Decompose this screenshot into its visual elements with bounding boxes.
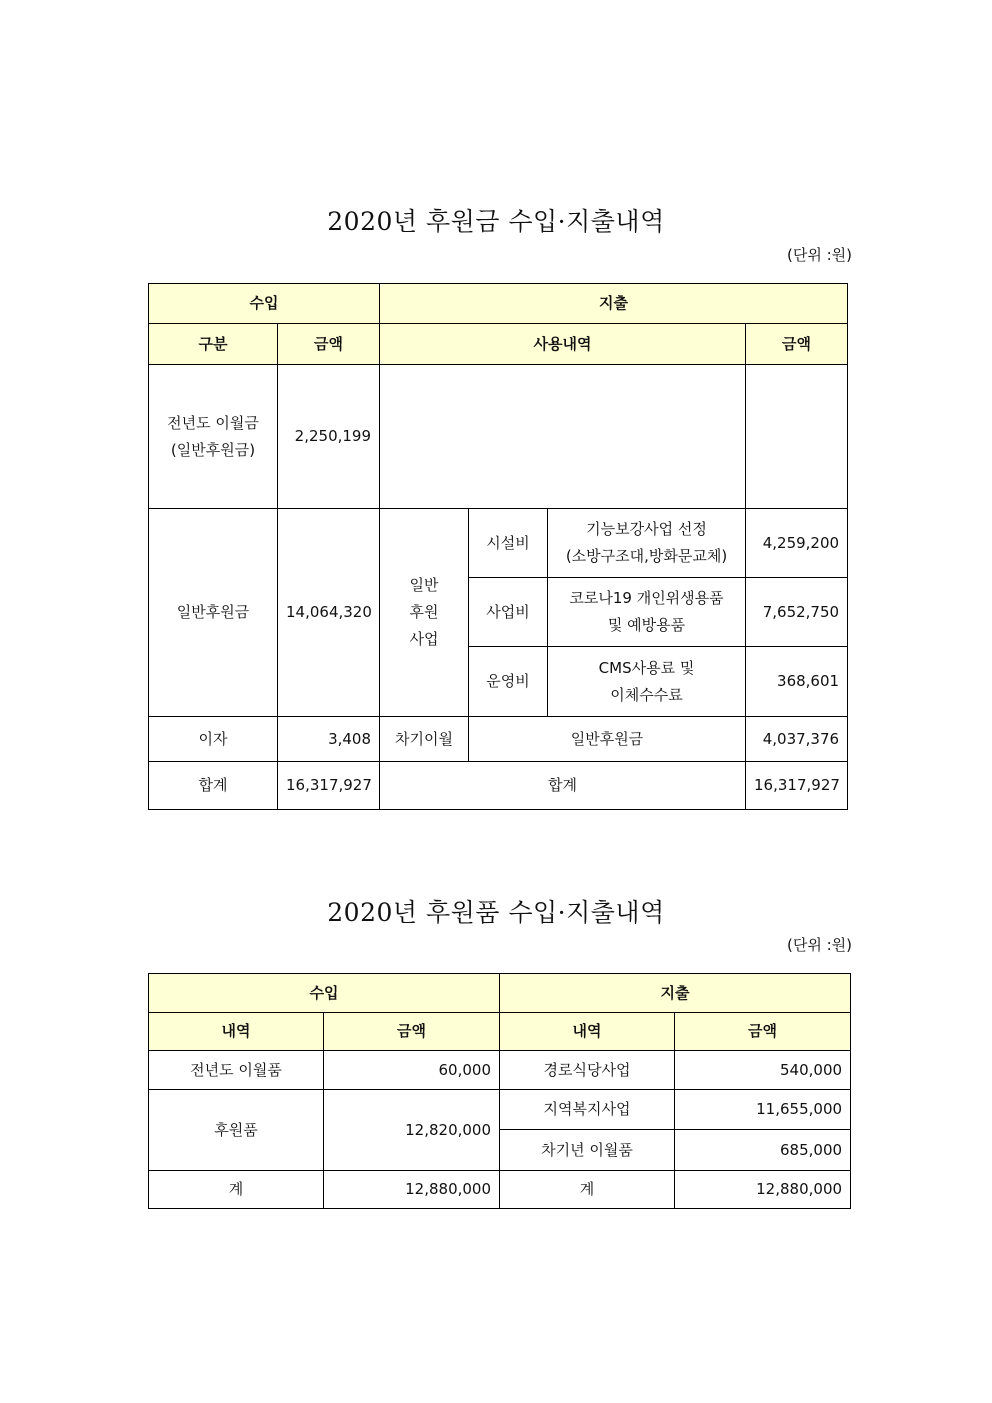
total-expense-amount: 16,317,927 xyxy=(746,762,848,810)
operation-amount: 368,601 xyxy=(746,647,848,717)
goods-income-item-header: 내역 xyxy=(149,1013,324,1051)
carryover-label-line2: (일반후원금) xyxy=(170,440,256,459)
business-desc-line1: 코로나19 개인위생용품 xyxy=(569,589,724,607)
business-amount: 7,652,750 xyxy=(746,578,848,647)
carryover-label-line1: 전년도 이월금 xyxy=(167,413,259,432)
total-income-amount: 16,317,927 xyxy=(278,762,380,810)
goods-expense-amount-header: 금액 xyxy=(675,1013,851,1051)
interest-label: 이자 xyxy=(149,717,278,762)
next-year-goods-label: 차기년 이월품 xyxy=(500,1130,675,1171)
next-year-goods-amount: 685,000 xyxy=(675,1130,851,1171)
prev-goods-label: 전년도 이월품 xyxy=(149,1051,324,1090)
senior-meal-amount: 540,000 xyxy=(675,1051,851,1090)
prev-goods-amount: 60,000 xyxy=(324,1051,500,1090)
operation-desc-line1: CMS사용료 및 xyxy=(598,658,695,677)
empty-usage-cell xyxy=(380,365,746,509)
income-amount-header: 금액 xyxy=(278,324,380,365)
goods-total-income-amount: 12,880,000 xyxy=(324,1171,500,1209)
facility-amount: 4,259,200 xyxy=(746,509,848,578)
next-carry-amount: 4,037,376 xyxy=(746,717,848,762)
project-group-line1: 일반 xyxy=(409,576,439,594)
project-group-line2: 후원 xyxy=(409,603,439,621)
community-welfare-amount: 11,655,000 xyxy=(675,1090,851,1130)
operation-label: 운영비 xyxy=(469,647,548,717)
usage-header: 사용내역 xyxy=(380,324,746,365)
total-income-label: 합계 xyxy=(149,762,278,810)
donated-goods-amount: 12,820,000 xyxy=(324,1090,500,1171)
goods-total-expense-label: 계 xyxy=(500,1171,675,1209)
facility-label: 시설비 xyxy=(469,509,548,578)
donation-goods-title: 2020년 후원품 수입·지출내역 xyxy=(327,898,665,927)
goods-expense-item-header: 내역 xyxy=(500,1013,675,1051)
interest-amount: 3,408 xyxy=(278,717,380,762)
unit-label-2: (단위 :원) xyxy=(787,936,852,954)
carryover-amount: 2,250,199 xyxy=(278,365,380,509)
project-group-label xyxy=(380,509,469,717)
total-expense-label: 합계 xyxy=(380,762,746,810)
goods-income-header: 수입 xyxy=(149,974,500,1013)
goods-total-expense-amount: 12,880,000 xyxy=(675,1171,851,1209)
income-header: 수입 xyxy=(149,284,380,324)
operation-desc-line2: 이체수수료 xyxy=(610,685,683,704)
unit-label: (단위 :원) xyxy=(787,246,852,264)
general-donation-label: 일반후원금 xyxy=(149,509,278,717)
goods-total-income-label: 계 xyxy=(149,1171,324,1209)
expense-amount-header: 금액 xyxy=(746,324,848,365)
goods-income-amount-header: 금액 xyxy=(324,1013,500,1051)
business-desc-line2: 및 예방용품 xyxy=(607,616,686,634)
operation-description xyxy=(548,647,746,717)
facility-desc-line2: (소방구조대,방화문교체) xyxy=(565,547,728,565)
donation-money-table xyxy=(148,283,848,810)
next-carry-label: 차기이월 xyxy=(380,717,469,762)
community-welfare-label: 지역복지사업 xyxy=(500,1090,675,1130)
facility-desc-line1: 기능보강사업 선정 xyxy=(586,520,707,538)
facility-description xyxy=(548,509,746,578)
business-description xyxy=(548,578,746,647)
business-label: 사업비 xyxy=(469,578,548,647)
senior-meal-label: 경로식당사업 xyxy=(500,1051,675,1090)
expense-header: 지출 xyxy=(380,284,848,324)
donation-goods-table xyxy=(148,973,851,1209)
project-group-line3: 사업 xyxy=(409,630,439,648)
empty-amount-cell xyxy=(746,365,848,509)
next-carry-description: 일반후원금 xyxy=(469,717,746,762)
goods-expense-header: 지출 xyxy=(500,974,851,1013)
category-header: 구분 xyxy=(149,324,278,365)
general-donation-amount: 14,064,320 xyxy=(278,509,380,717)
carryover-label xyxy=(149,365,278,509)
donated-goods-label: 후원품 xyxy=(149,1090,324,1171)
donation-money-title: 2020년 후원금 수입·지출내역 xyxy=(327,207,665,236)
